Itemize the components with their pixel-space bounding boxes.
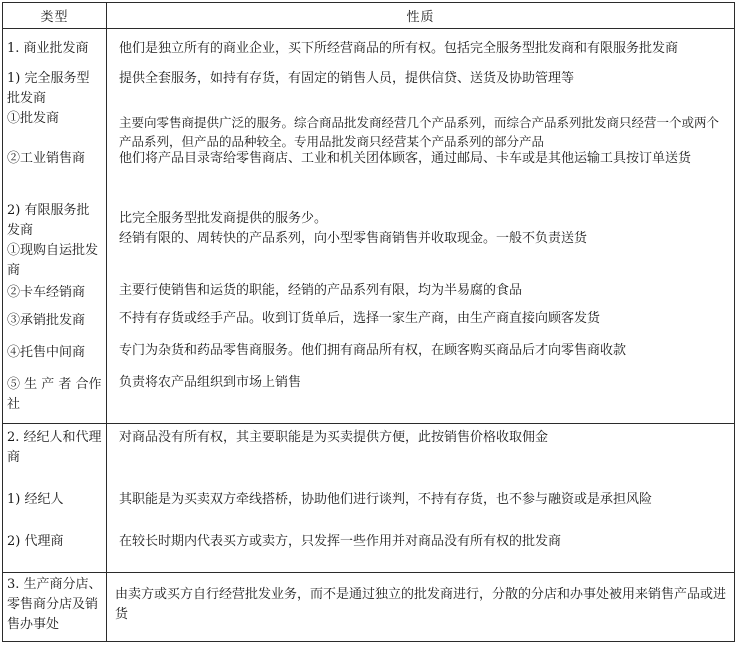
label-agent: 2) 代理商 (7, 534, 64, 549)
group1-descriptions (107, 29, 735, 424)
label-branches-offices: 3. 生产商分店、零售商分店及销售办事处 (7, 577, 102, 632)
label-full-service: 1) 完全服务型批发商 (7, 71, 90, 106)
desc-agent: 在较长时期内代表买方或卖方，只发挥一些作用并对商品没有所有权的批发商 (119, 534, 562, 549)
desc-truck-wholesaler: 主要行使销售和运货的职能，经销的产品系列有限，均为半易腐的食品 (119, 283, 523, 298)
desc-branches-offices: 由卖方或买方自行经营批发业务，而不是通过独立的批发商进行，分散的分店和办事处被用来销售产品或进货 (115, 587, 727, 622)
label-broker: 1) 经纪人 (7, 492, 64, 507)
desc-merchant-wholesalers: 他们是独立所有的商业企业，买下所经营商品的所有权。包括完全服务型批发商和有限服务批发商 (119, 41, 679, 56)
label-cash-carry: ①现购自运批发商 (7, 243, 99, 278)
desc-industrial-distributor: 他们将产品目录寄给零售商店、工业和机关团体顾客，通过邮局、卡车或是其他运输工具按订单送货 (119, 151, 692, 166)
wholesaler-types-table (2, 2, 735, 642)
header-type: 类型 (3, 3, 107, 29)
desc-brokers-agents: 对商品没有所有权，其主要职能是为买卖提供方便，此按销售价格收取佣金 (119, 430, 549, 445)
header-nature: 性质 (107, 3, 735, 29)
label-producer-coop: ⑤ 生 产 者 合作社 (7, 377, 102, 412)
group-brokers-agents (3, 424, 735, 573)
group3-desc-cell (107, 573, 735, 642)
group1-labels (3, 29, 107, 424)
group-merchant-wholesalers (3, 29, 735, 424)
label-drop-shipper: ③承销批发商 (7, 313, 86, 328)
label-brokers-agents: 2. 经纪人和代理商 (7, 430, 102, 465)
label-rack-jobber: ④托售中间商 (7, 345, 86, 360)
label-limited-service: 2) 有限服务批发商 (7, 203, 90, 238)
header-row (3, 3, 735, 29)
desc-broker: 其职能是为买卖双方牵线搭桥，协助他们进行谈判，不持有存货，也不参与融资或是承担风险 (119, 492, 653, 507)
desc-drop-shipper: 不持有存货或经手产品。收到订货单后，选择一家生产商，由生产商直接向顾客发货 (119, 311, 601, 326)
group3-label-cell (3, 573, 107, 642)
label-merchant-wholesalers: 1. 商业批发商 (7, 41, 89, 56)
label-industrial-distributor: ②工业销售商 (7, 151, 86, 166)
label-wholesaler: ①批发商 (7, 111, 60, 126)
desc-wholesaler: 主要向零售商提供广泛的服务。综合商品批发商经营几个产品系列，而综合产品系列批发商只经营一个或两个产品系列，但产品的品种较全。专用品批发商只经营某个产品系列的部分产品 (119, 115, 720, 149)
group2-labels (3, 424, 107, 573)
desc-rack-jobber: 专门为杂货和药品零售商服务。他们拥有商品所有权，在顾客购买商品后才向零售商收款 (119, 343, 627, 358)
desc-producer-coop: 负责将农产品组织到市场上销售 (119, 375, 302, 390)
group2-descriptions (107, 424, 735, 573)
label-truck-wholesaler: ②卡车经销商 (7, 285, 86, 300)
desc-limited-service: 比完全服务型批发商提供的服务少。 (119, 211, 328, 226)
desc-cash-carry: 经销有限的、周转快的产品系列，向小型零售商销售并收取现金。一般不负责送货 (119, 231, 588, 246)
group-branches-offices (3, 573, 735, 642)
desc-full-service: 提供全套服务，如持有存货，有固定的销售人员，提供信贷、送货及协助管理等 (119, 71, 575, 86)
